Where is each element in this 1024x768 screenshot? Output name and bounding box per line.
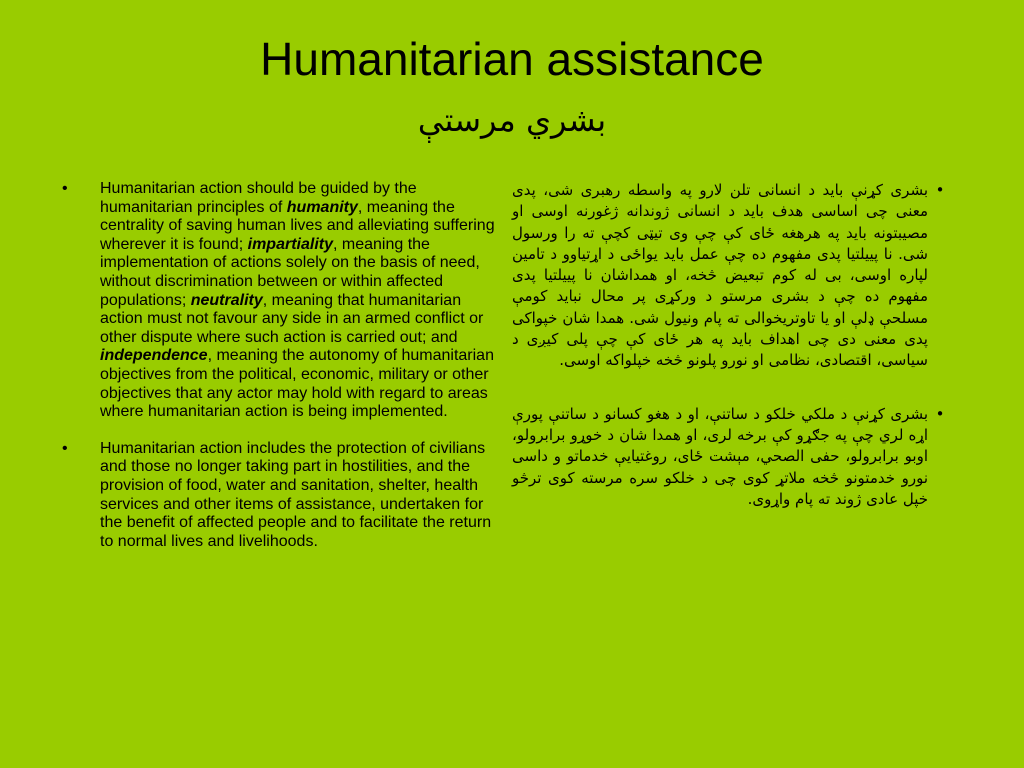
- bullet-icon: •: [62, 180, 68, 197]
- slide-title: Humanitarian assistance: [260, 33, 764, 85]
- text-segment: , meaning that humanitarian action must not favour any side in an armed conflict or other dispute where such action is carried out; and: [100, 291, 484, 346]
- english-bullet-1-text: [100, 180, 500, 422]
- term-neutrality: neutrality: [190, 291, 263, 309]
- text-segment: , meaning the implementation of actions solely on the basis of need, without discrimination between or within affected populations;: [100, 235, 480, 309]
- text-segment: , meaning the autonomy of humanitarian objectives from the political, economic, military or other objectives that any actor may hold with regard to areas where humanitarian action is being implemented.: [100, 347, 494, 421]
- pashto-bullet-1: [512, 180, 952, 372]
- text-segment: Humanitarian action should be guided by the humanitarian principles of: [100, 180, 417, 216]
- bullet-icon: •: [935, 404, 945, 423]
- english-bullet-2-text: Humanitarian action includes the protection of civilians and those no longer taking part in hostilities, and the provision of food, water and sanitation, shelter, health services and other items of assistance, undertaken for the benefit of affected people and to facilitate the return to normal lives and livelihoods.: [100, 439, 492, 550]
- pashto-bullet-2-text: بشری کړنې د ملکي خلکو د ساتنې، او د هغو کسانو د ساتنې پورې اړه لري چې په جګړو کې برخه لری، او همدا شان د خوړو برابرولو، اوبو برابرولو، حفی الصحي، مېشت ځای، روغتیایې خدماتو و داسی نورو خدمتونو څخه ملاتړ کوی چی د خلکو سره مرسته کوی ترڅو خپل عادی ژوند ته پام واړوی.: [512, 404, 928, 508]
- term-independence: independence: [100, 347, 208, 365]
- pashto-bullet-1-text: بشری کړنې باید د انسانی تلن لارو په واسطه رهبری شی، پدی معنی چی اساسی هدف باید د انسانی ژوندانه ژغورنه اوسی او مصیبتونه باید په هرهغه ځای کې چې وی تیټی کچې ته را ورسول شی. نا پییلتیا پدی مفهوم ده چې عمل باید یواځی د اړتیاوو د تامین لپاره اوسی، بی له کوم تبعیض څخه، او همداشان نا پییلتیا پدی مفهوم ده چې د بشری مرستو د ورکړی پر محال نباید کومې مسلحې ډلې او یا تاوتریخوالی ته پام ونیول شی. همدا شان خپواکی پدی معنی دی چی اهداف باید په هر ځای کې چې پلی کیږی د سیاسی، اقتصادی، نظامی او نورو پلونو څخه خپلواکه اوسی.: [512, 181, 928, 370]
- text-segment: , meaning the centrality of saving human lives and alleviating suffering wherever it is found;: [100, 198, 495, 253]
- english-column: [62, 180, 500, 569]
- bullet-icon: •: [935, 181, 945, 199]
- english-bullet-2: [62, 440, 500, 552]
- pashto-bullet-2: [512, 404, 952, 510]
- bullet-icon: •: [62, 439, 68, 457]
- slide-subtitle-pashto: بشري مرستې: [417, 101, 607, 139]
- pashto-column: [512, 180, 952, 542]
- term-humanity: humanity: [286, 198, 358, 216]
- english-bullet-1: [62, 180, 500, 422]
- term-impartiality: impartiality: [247, 235, 333, 253]
